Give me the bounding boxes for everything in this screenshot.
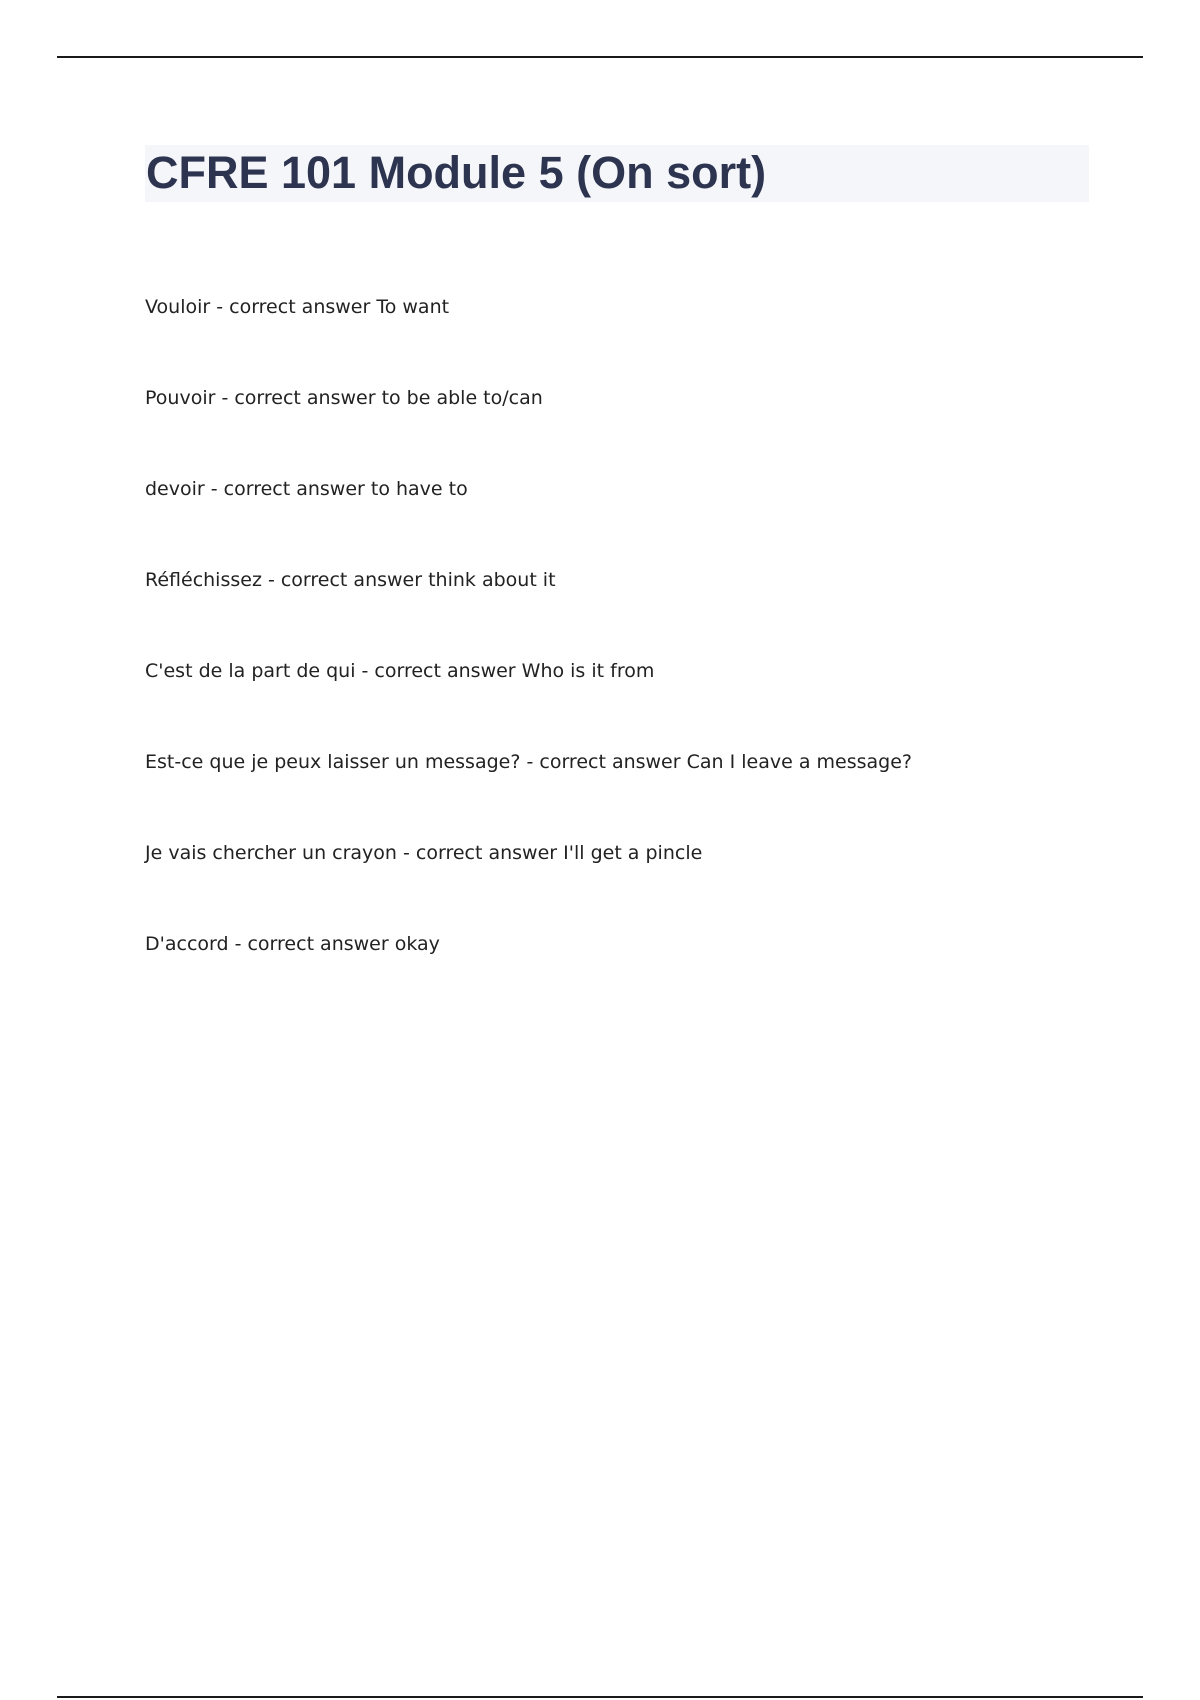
flashcard-item: D'accord - correct answer okay	[145, 933, 440, 955]
bottom-rule	[57, 1696, 1143, 1698]
flashcard-item: Est-ce que je peux laisser un message? - correct answer Can I leave a message?	[145, 751, 912, 773]
page-title: CFRE 101 Module 5 (On sort)	[146, 147, 767, 198]
flashcard-item: C'est de la part de qui - correct answer Who is it from	[145, 660, 655, 682]
flashcard-item: Pouvoir - correct answer to be able to/can	[145, 387, 543, 409]
flashcard-item: Réfléchissez - correct answer think about it	[145, 569, 556, 591]
flashcard-item: Vouloir - correct answer To want	[145, 296, 450, 318]
flashcard-list	[145, 290, 912, 1018]
flashcard-item: devoir - correct answer to have to	[145, 478, 468, 500]
flashcard-item: Je vais chercher un crayon - correct answer I'll get a pincle	[145, 842, 703, 864]
top-rule	[57, 56, 1143, 58]
